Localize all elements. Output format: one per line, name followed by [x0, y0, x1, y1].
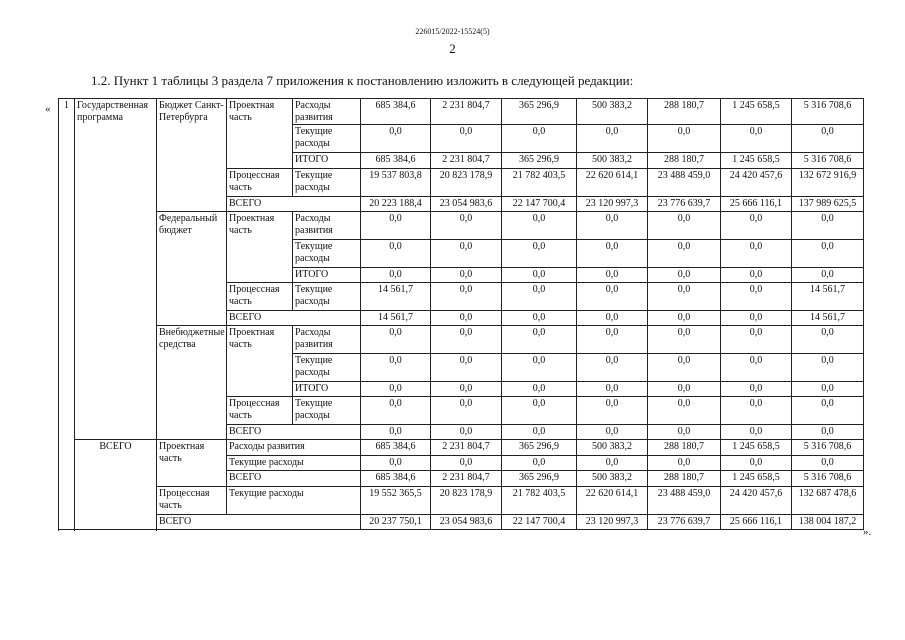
type-label: ИТОГО — [293, 268, 361, 283]
value-cell: 0,0 — [721, 212, 792, 240]
type-label: ИТОГО — [293, 153, 361, 169]
type-label: Расходы развития — [293, 212, 361, 240]
amendment-heading: 1.2. Пункт 1 таблицы 3 раздела 7 приложения к постановлению изложить в следующей редакции: — [91, 73, 634, 88]
value-cell: 288 180,7 — [648, 440, 721, 456]
type-label: ВСЕГО — [227, 425, 361, 440]
source-spb-label: Бюджет Санкт-Петербурга — [157, 99, 227, 212]
value-cell: 0,0 — [721, 425, 792, 440]
value-cell: 0,0 — [648, 326, 721, 354]
value-cell: 685 384,6 — [361, 440, 431, 456]
value-cell: 0,0 — [648, 240, 721, 268]
table-row — [59, 99, 864, 125]
value-cell: 0,0 — [431, 456, 502, 471]
type-label: Текущие расходы — [293, 354, 361, 382]
value-cell: 132 672 916,9 — [792, 169, 864, 197]
value-cell: 20 823 178,9 — [431, 487, 502, 515]
value-cell: 288 180,7 — [648, 471, 721, 487]
value-cell: 365 296,9 — [502, 153, 577, 169]
value-cell: 22 620 614,1 — [577, 169, 648, 197]
value-cell: 21 782 403,5 — [502, 169, 577, 197]
type-label: Текущие расходы — [227, 456, 361, 471]
row-index: 1 — [59, 99, 75, 530]
value-cell: 500 383,2 — [577, 471, 648, 487]
value-cell: 2 231 804,7 — [431, 440, 502, 456]
type-label: Текущие расходы — [293, 125, 361, 153]
value-cell: 0,0 — [721, 326, 792, 354]
table-row — [59, 487, 864, 515]
type-label: ВСЕГО — [227, 197, 361, 212]
value-cell: 288 180,7 — [648, 99, 721, 125]
value-cell: 0,0 — [431, 240, 502, 268]
value-cell: 0,0 — [721, 456, 792, 471]
type-label: ИТОГО — [293, 382, 361, 397]
value-cell: 23 488 459,0 — [648, 169, 721, 197]
document-number: 226015/2022-15524(5) — [415, 27, 490, 36]
value-cell: 23 120 997,3 — [577, 515, 648, 530]
value-cell: 0,0 — [721, 240, 792, 268]
value-cell: 0,0 — [502, 212, 577, 240]
value-cell: 500 383,2 — [577, 153, 648, 169]
grand-total-label: ВСЕГО — [75, 440, 157, 530]
opening-quote: « — [45, 103, 51, 115]
table-row — [59, 515, 864, 530]
value-cell: 2 231 804,7 — [431, 153, 502, 169]
closing-quote: ». — [863, 526, 872, 538]
value-cell: 0,0 — [361, 397, 431, 425]
value-cell: 0,0 — [361, 240, 431, 268]
page-number: 2 — [449, 41, 456, 56]
value-cell: 20 223 188,4 — [361, 197, 431, 212]
table-row — [59, 326, 864, 354]
value-cell: 0,0 — [792, 425, 864, 440]
type-label: Текущие расходы — [293, 397, 361, 425]
value-cell: 23 488 459,0 — [648, 487, 721, 515]
value-cell: 0,0 — [431, 397, 502, 425]
value-cell: 0,0 — [792, 382, 864, 397]
value-cell: 0,0 — [577, 382, 648, 397]
value-cell: 0,0 — [361, 456, 431, 471]
value-cell: 0,0 — [577, 283, 648, 311]
type-label: Текущие расходы — [293, 169, 361, 197]
value-cell: 25 666 116,1 — [721, 197, 792, 212]
value-cell: 0,0 — [721, 268, 792, 283]
part-label: Проектная часть — [227, 326, 293, 397]
value-cell: 1 245 658,5 — [721, 99, 792, 125]
value-cell: 0,0 — [502, 425, 577, 440]
type-label: ВСЕГО — [157, 515, 361, 530]
value-cell: 0,0 — [648, 283, 721, 311]
part-label: Процессная часть — [227, 169, 293, 197]
value-cell: 0,0 — [792, 456, 864, 471]
type-label: Текущие расходы — [293, 240, 361, 268]
value-cell: 19 537 803,8 — [361, 169, 431, 197]
value-cell: 1 245 658,5 — [721, 153, 792, 169]
value-cell: 22 147 700,4 — [502, 197, 577, 212]
value-cell: 5 316 708,6 — [792, 471, 864, 487]
value-cell: 685 384,6 — [361, 153, 431, 169]
value-cell: 0,0 — [431, 125, 502, 153]
value-cell: 1 245 658,5 — [721, 440, 792, 456]
value-cell: 0,0 — [431, 326, 502, 354]
value-cell: 2 231 804,7 — [431, 99, 502, 125]
value-cell: 0,0 — [577, 125, 648, 153]
value-cell: 23 776 639,7 — [648, 197, 721, 212]
value-cell: 0,0 — [648, 397, 721, 425]
value-cell: 0,0 — [648, 382, 721, 397]
value-cell: 0,0 — [792, 240, 864, 268]
type-label: ВСЕГО — [227, 471, 361, 487]
value-cell: 0,0 — [577, 326, 648, 354]
value-cell: 0,0 — [502, 456, 577, 471]
value-cell: 5 316 708,6 — [792, 153, 864, 169]
source-extra-label: Внебюджетные средства — [157, 326, 227, 440]
value-cell: 0,0 — [577, 354, 648, 382]
value-cell: 0,0 — [577, 397, 648, 425]
value-cell: 22 620 614,1 — [577, 487, 648, 515]
value-cell: 685 384,6 — [361, 471, 431, 487]
type-label: ВСЕГО — [227, 311, 361, 326]
value-cell: 365 296,9 — [502, 99, 577, 125]
value-cell: 0,0 — [648, 354, 721, 382]
value-cell: 0,0 — [502, 311, 577, 326]
value-cell: 23 054 983,6 — [431, 197, 502, 212]
value-cell: 685 384,6 — [361, 99, 431, 125]
value-cell: 138 004 187,2 — [792, 515, 864, 530]
value-cell: 0,0 — [431, 212, 502, 240]
value-cell: 0,0 — [648, 125, 721, 153]
value-cell: 0,0 — [361, 425, 431, 440]
value-cell: 288 180,7 — [648, 153, 721, 169]
value-cell: 500 383,2 — [577, 99, 648, 125]
value-cell: 23 054 983,6 — [431, 515, 502, 530]
value-cell: 0,0 — [361, 354, 431, 382]
value-cell: 0,0 — [502, 125, 577, 153]
value-cell: 20 237 750,1 — [361, 515, 431, 530]
value-cell: 5 316 708,6 — [792, 99, 864, 125]
value-cell: 0,0 — [577, 456, 648, 471]
value-cell: 25 666 116,1 — [721, 515, 792, 530]
value-cell: 0,0 — [721, 125, 792, 153]
value-cell: 24 420 457,6 — [721, 487, 792, 515]
value-cell: 0,0 — [792, 125, 864, 153]
value-cell: 132 687 478,6 — [792, 487, 864, 515]
value-cell: 0,0 — [361, 212, 431, 240]
value-cell: 0,0 — [792, 397, 864, 425]
part-label: Проектная часть — [227, 212, 293, 283]
value-cell: 5 316 708,6 — [792, 440, 864, 456]
value-cell: 0,0 — [792, 326, 864, 354]
value-cell: 0,0 — [648, 311, 721, 326]
value-cell: 0,0 — [361, 382, 431, 397]
value-cell: 0,0 — [721, 283, 792, 311]
value-cell: 2 231 804,7 — [431, 471, 502, 487]
value-cell: 20 823 178,9 — [431, 169, 502, 197]
value-cell: 0,0 — [361, 268, 431, 283]
value-cell: 0,0 — [721, 397, 792, 425]
source-federal-label: Федеральный бюджет — [157, 212, 227, 326]
value-cell: 14 561,7 — [792, 311, 864, 326]
value-cell: 0,0 — [431, 283, 502, 311]
program-label: Государственная программа — [75, 99, 157, 440]
value-cell: 0,0 — [648, 268, 721, 283]
value-cell: 23 120 997,3 — [577, 197, 648, 212]
part-label: Проектная часть — [227, 99, 293, 169]
value-cell: 0,0 — [577, 425, 648, 440]
value-cell: 0,0 — [361, 125, 431, 153]
value-cell: 1 245 658,5 — [721, 471, 792, 487]
value-cell: 0,0 — [502, 240, 577, 268]
value-cell: 14 561,7 — [361, 311, 431, 326]
type-label: Текущие расходы — [227, 487, 361, 515]
value-cell: 0,0 — [648, 456, 721, 471]
value-cell: 0,0 — [577, 311, 648, 326]
value-cell: 0,0 — [502, 283, 577, 311]
value-cell: 14 561,7 — [792, 283, 864, 311]
value-cell: 23 776 639,7 — [648, 515, 721, 530]
value-cell: 0,0 — [502, 268, 577, 283]
value-cell: 0,0 — [577, 268, 648, 283]
value-cell: 19 552 365,5 — [361, 487, 431, 515]
value-cell: 0,0 — [502, 326, 577, 354]
value-cell: 137 989 625,5 — [792, 197, 864, 212]
type-label: Расходы развития — [293, 99, 361, 125]
value-cell: 500 383,2 — [577, 440, 648, 456]
value-cell: 0,0 — [792, 354, 864, 382]
value-cell: 0,0 — [502, 354, 577, 382]
value-cell: 0,0 — [431, 425, 502, 440]
part-label: Процессная часть — [227, 397, 293, 425]
value-cell: 0,0 — [721, 354, 792, 382]
table-row — [59, 212, 864, 240]
value-cell: 0,0 — [431, 311, 502, 326]
value-cell: 0,0 — [502, 382, 577, 397]
value-cell: 0,0 — [431, 382, 502, 397]
value-cell: 22 147 700,4 — [502, 515, 577, 530]
value-cell: 365 296,9 — [502, 471, 577, 487]
value-cell: 0,0 — [648, 425, 721, 440]
value-cell: 0,0 — [577, 240, 648, 268]
part-label: Проектная часть — [157, 440, 227, 487]
value-cell: 0,0 — [721, 311, 792, 326]
part-label: Процессная часть — [157, 487, 227, 515]
value-cell: 24 420 457,6 — [721, 169, 792, 197]
financing-table — [58, 98, 864, 530]
part-label: Процессная часть — [227, 283, 293, 311]
value-cell: 0,0 — [431, 354, 502, 382]
value-cell: 0,0 — [721, 382, 792, 397]
type-label: Расходы развития — [227, 440, 361, 456]
type-label: Текущие расходы — [293, 283, 361, 311]
table-row — [59, 440, 864, 456]
value-cell: 0,0 — [361, 326, 431, 354]
value-cell: 0,0 — [792, 212, 864, 240]
value-cell: 0,0 — [431, 268, 502, 283]
value-cell: 0,0 — [577, 212, 648, 240]
value-cell: 14 561,7 — [361, 283, 431, 311]
value-cell: 0,0 — [502, 397, 577, 425]
value-cell: 365 296,9 — [502, 440, 577, 456]
type-label: Расходы развития — [293, 326, 361, 354]
value-cell: 0,0 — [792, 268, 864, 283]
value-cell: 21 782 403,5 — [502, 487, 577, 515]
value-cell: 0,0 — [648, 212, 721, 240]
